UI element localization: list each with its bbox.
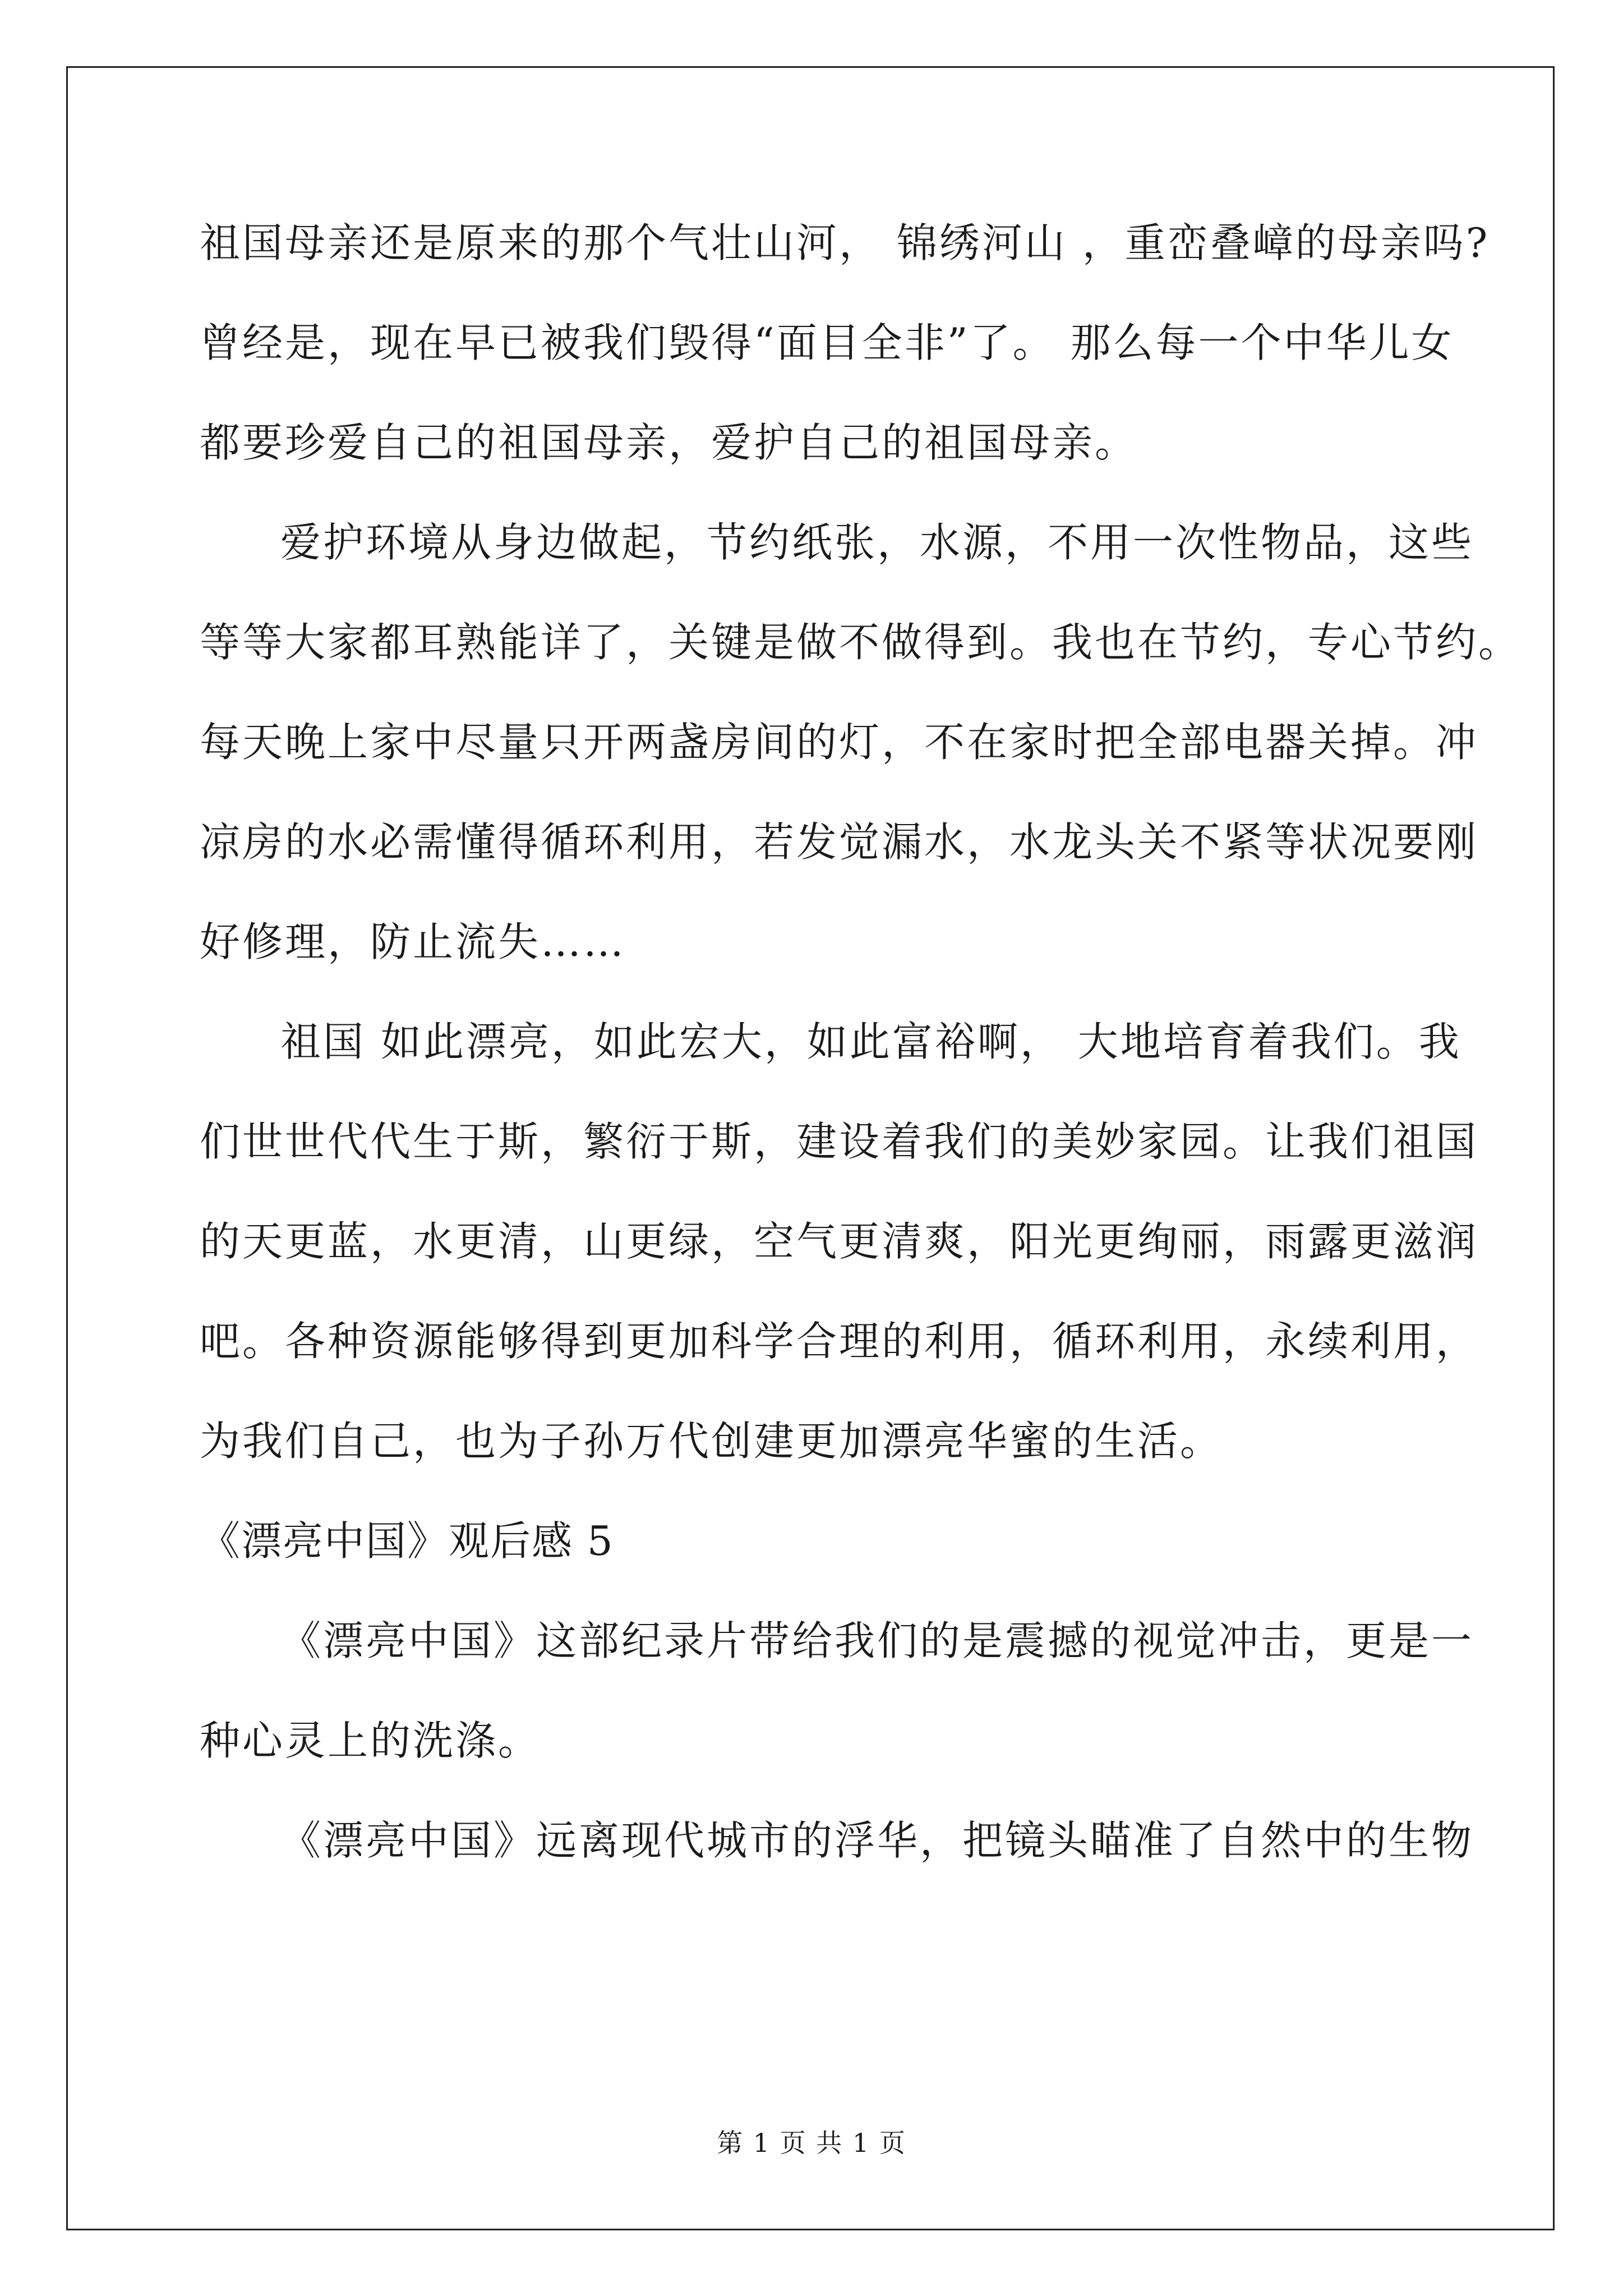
- text-line: 凉房的水必需懂得循环利用，若发觉漏水，水龙头关不紧等状况要刚: [200, 818, 1479, 866]
- text-line: 《漂亮中国》这部纪录片带给我们的是震撼的视觉冲击，更是一: [280, 1617, 1474, 1664]
- text-line: 等等大家都耳熟能详了，关键是做不做得到。我也在节约，专心节约。: [200, 619, 1521, 666]
- text-line: 爱护环境从身边做起，节约纸张，水源，不用一次性物品，这些: [280, 519, 1474, 566]
- text-line: 每天晚上家中尽量只开两盏房间的灯，不在家时把全部电器关掉。冲: [200, 719, 1479, 766]
- paragraph-4: [200, 1614, 1474, 1814]
- text-line: 曾经是，现在早已被我们毁得“面目全非”了。 那么每一个中华儿女: [200, 319, 1454, 366]
- paragraph-3: [200, 1015, 1479, 1514]
- text-line: 为我们自己，也为子孙万代创建更加漂亮华蜜的生活。: [200, 1418, 1223, 1465]
- page-footer: 第 1 页 共 1 页: [717, 2128, 906, 2158]
- text-line: 种心灵上的洗涤。: [200, 1717, 541, 1764]
- text-line: 祖国 如此漂亮，如此宏大，如此富裕啊， 大地培育着我们。我: [280, 1018, 1461, 1065]
- paragraph-2: [200, 516, 1521, 1015]
- document-body: [200, 216, 1521, 1913]
- paragraph-5: [200, 1814, 1474, 1913]
- text-line: 吧。各种资源能够得到更加科学合理的利用，循环利用，永续利用，: [200, 1318, 1479, 1365]
- paragraph-1: [200, 216, 1490, 516]
- text-line: 的天更蓝，水更清，山更绿，空气更清爽，阳光更绚丽，雨露更滋润: [200, 1218, 1479, 1265]
- text-line: 祖国母亲还是原来的那个气壮山河， 锦绣河山 ，重峦叠嶂的母亲吗?: [200, 219, 1490, 266]
- section-heading: 《漂亮中国》观后感 5: [200, 1517, 614, 1565]
- text-line: 好修理，防止流失……: [200, 918, 626, 965]
- text-line: 都要珍爱自己的祖国母亲，爱护自己的祖国母亲。: [200, 419, 1138, 466]
- text-line: 《漂亮中国》远离现代城市的浮华，把镜头瞄准了自然中的生物: [280, 1817, 1474, 1864]
- text-line: 们世世代代生于斯，繁衍于斯，建设着我们的美妙家园。让我们祖国: [200, 1118, 1479, 1165]
